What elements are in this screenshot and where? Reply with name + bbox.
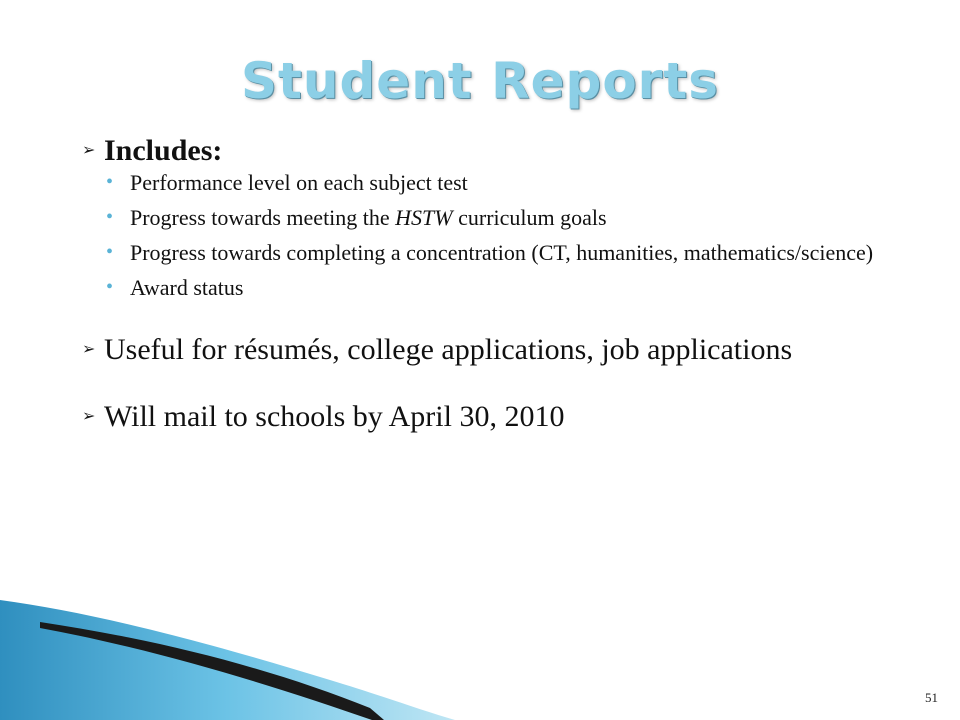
main-item-includes [82,134,902,167]
sub-item-italic-term: HSTW [395,205,453,230]
sub-item [82,171,902,194]
sub-item-text: Progress towards meeting the [130,205,396,230]
sub-item [82,276,902,299]
main-item-heading: Useful for résumés, college applications, job applications [104,333,793,366]
blue-wave-shape [0,600,455,720]
sub-item [82,206,902,229]
slide-content [82,134,902,433]
sub-item-text: Performance level on each subject test [130,170,468,195]
sub-item [82,241,902,264]
main-item-useful [82,333,902,366]
dot-icon: • [106,276,114,298]
sub-item-text: Progress towards completing a concentration (CT, humanities, mathematics/science) [130,240,874,265]
dot-icon: • [106,206,114,228]
dot-icon: • [106,241,114,263]
main-item-mail [82,400,902,433]
slide-title: Student Reports [241,52,719,110]
page-number: 51 [925,690,938,705]
sub-item-text-suffix: curriculum goals [452,205,607,230]
arrowhead-icon: ➢ [82,408,96,425]
arrowhead-icon: ➢ [82,341,96,358]
dot-icon: • [106,171,114,193]
main-item-heading: Will mail to schools by April 30, 2010 [104,400,565,433]
main-item-heading: Includes: [104,134,223,167]
arrowhead-icon: ➢ [82,142,96,159]
sub-list [82,171,902,299]
sub-item-text: Award status [130,275,244,300]
